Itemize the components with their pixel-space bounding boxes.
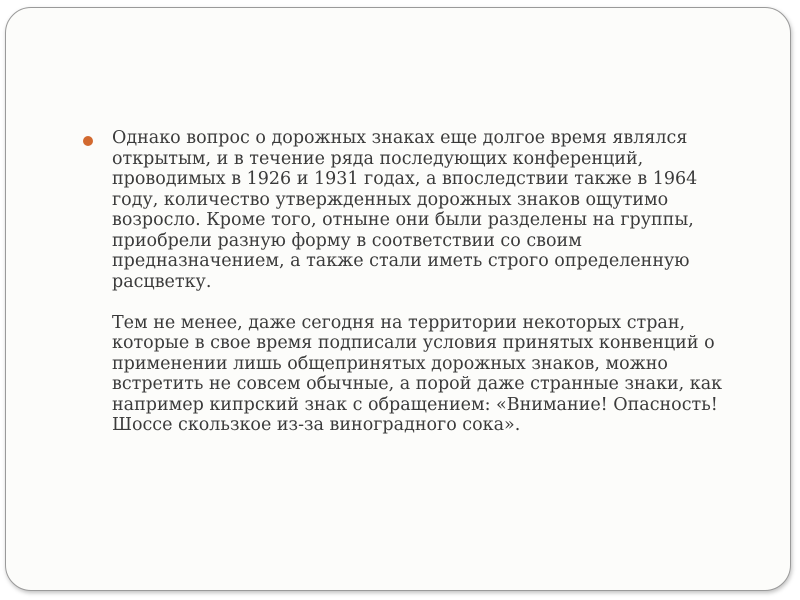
paragraph-1: Однако вопрос о дорожных знаках еще долгое время являлся открытым, и в течение ряда последующих конференций, проводимых в 1926 и 1931 годах, а впоследствии также в 1964 году, количество утвержденных дорожных знаков ощутимо возросло. Кроме того, отныне они были разделены на группы, приобрели разную форму в соответствии со своим предназначением, а также стали иметь строго определенную расцветку. xyxy=(112,128,698,292)
bullet-dot-icon xyxy=(83,136,93,146)
paragraph-2: Тем не менее, даже сегодня на территории некоторых стран, которые в свое время подписали условия принятых конвенций о применении лишь общепринятых дорожных знаков, можно встретить не совсем обычные, а порой даже странные знаки, как например кипрский знак с обращением: «Внимание! Опасность! Шоссе скользкое из-за виноградного сока». xyxy=(112,312,723,435)
bullet-item xyxy=(83,128,743,436)
slide-content xyxy=(83,128,743,436)
